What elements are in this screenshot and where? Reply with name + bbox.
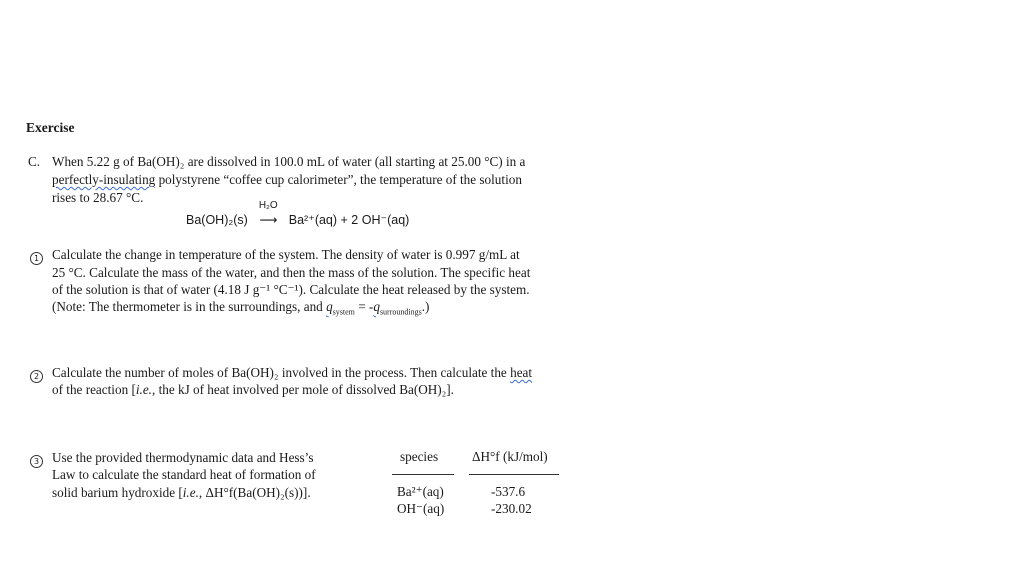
reactant: Ba(OH)₂(s) <box>186 213 248 227</box>
table-rule-dh <box>469 474 559 475</box>
table-row-value-1: -537.6 <box>491 484 526 499</box>
q1-line-2: 25 °C. Calculate the mass of the water, and then the mass of the solution. The specific heat <box>52 265 531 280</box>
q3-line-3-pre: solid barium hydroxide [ <box>52 485 183 500</box>
q2-line-1-text: Calculate the number of moles of Ba(OH)₂ involved in the process. Then calculate the <box>52 365 511 380</box>
q1-marker <box>30 249 43 265</box>
product-oh: + 2 OH⁻(aq) <box>340 213 410 227</box>
table-row-value-2: -230.02 <box>491 501 532 516</box>
exercise-title: Exercise <box>26 120 75 135</box>
q1-equals: = - <box>354 299 374 314</box>
q2-line-1 <box>52 364 532 382</box>
q1-note-end: .) <box>421 299 430 314</box>
q2-line-2-post: , the kJ of heat involved per mole of dissolved Ba(OH)₂]. <box>151 382 454 397</box>
q1-line-3: of the solution is that of water (4.18 J g⁻¹ °C⁻¹). Calculate the heat released by the system. <box>52 282 530 297</box>
q3-ie: i.e. <box>182 485 199 500</box>
q2-marker <box>30 367 43 383</box>
arrow-icon: ⟶ <box>259 213 278 227</box>
q-surroundings <box>373 299 422 317</box>
part-c-line-2-rest: polystyrene “coffee cup calorimeter”, the temperature of the solution <box>155 172 522 187</box>
perfectly-insulating-text: perfectly-insulating <box>52 172 156 187</box>
circled-number-icon: 1 <box>30 252 43 265</box>
table-header-species: species <box>400 449 439 464</box>
part-c-line-3: rises to 28.67 °C. <box>52 190 144 205</box>
q2-line-2 <box>52 381 454 399</box>
q3-line-3 <box>52 484 311 502</box>
q2-ie: i.e. <box>135 382 152 397</box>
q2-line-2-pre: of the reaction [ <box>52 382 136 397</box>
q1-line-4 <box>52 298 429 322</box>
solvent-label: H₂O <box>258 200 278 211</box>
q-surroundings-sub: surroundings <box>379 307 422 317</box>
q3-line-2: Law to calculate the standard heat of formation of <box>52 467 316 482</box>
table-rule-species <box>392 474 454 475</box>
q-surroundings-symbol: q <box>373 299 380 314</box>
q-system-sub: system <box>332 307 355 317</box>
circled-number-icon: 3 <box>30 455 43 468</box>
part-c-line-2 <box>52 171 522 189</box>
reaction-arrow <box>251 200 285 227</box>
q3-line-1: Use the provided thermodynamic data and Hess’s <box>52 450 314 465</box>
q3-marker <box>30 452 43 468</box>
q1-line-1: Calculate the change in temperature of the system. The density of water is 0.997 g/mL at <box>52 247 520 262</box>
heat-word: heat <box>510 365 533 380</box>
q1-note-text: (Note: The thermometer is in the surroundings, and <box>52 299 327 314</box>
q-system <box>326 299 355 317</box>
table-row-species-2: OH⁻(aq) <box>397 501 445 516</box>
table-row-species-1: Ba²⁺(aq) <box>397 484 444 499</box>
q-system-symbol: q <box>326 299 333 314</box>
reaction-equation <box>186 200 410 227</box>
q3-line-3-post: , ΔH°f(Ba(OH)₂(s))]. <box>198 485 311 500</box>
product-ba: Ba²⁺(aq) <box>288 213 338 227</box>
part-c-line-1: When 5.22 g of Ba(OH)₂ are dissolved in 100.0 mL of water (all starting at 25.00 °C) in a <box>52 154 526 169</box>
circled-number-icon: 2 <box>30 370 43 383</box>
table-header-dh: ΔH°f (kJ/mol) <box>472 449 548 464</box>
part-c-label: C. <box>28 154 41 169</box>
